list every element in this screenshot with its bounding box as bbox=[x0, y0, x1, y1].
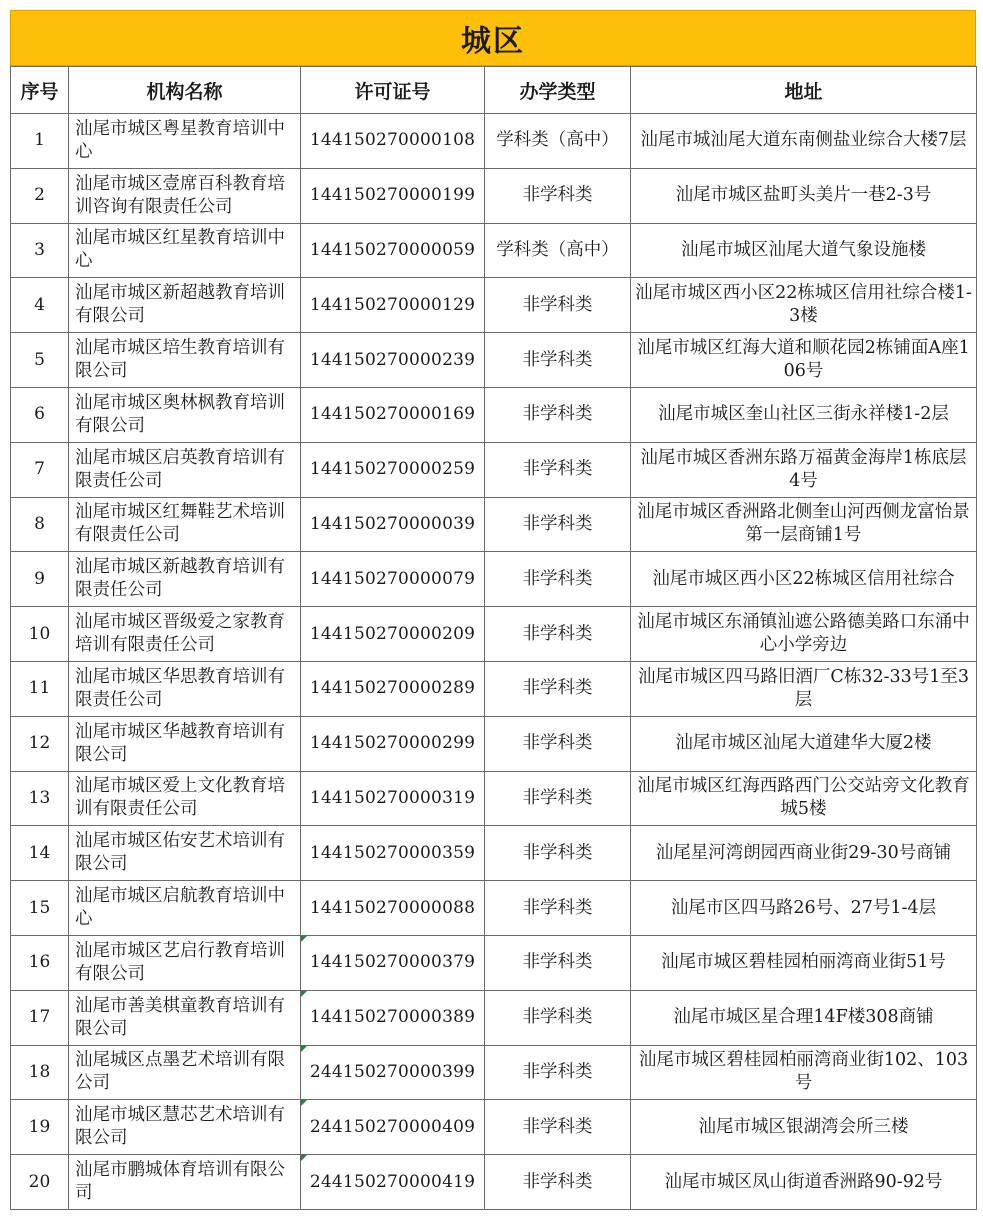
cell-license[interactable]: 144150270000289 bbox=[301, 661, 485, 716]
cell-index[interactable]: 2 bbox=[11, 168, 69, 223]
cell-name[interactable]: 汕尾市城区佑安艺术培训有限公司 bbox=[69, 826, 301, 881]
cell-name[interactable]: 汕尾市城区艺启行教育培训有限公司 bbox=[69, 935, 301, 990]
cell-name[interactable]: 汕尾市城区慧芯艺术培训有限公司 bbox=[69, 1100, 301, 1155]
cell-address[interactable]: 汕尾市城区凤山街道香洲路90-92号 bbox=[631, 1155, 977, 1210]
cell-type[interactable]: 非学科类 bbox=[485, 552, 631, 607]
table-row bbox=[11, 333, 977, 388]
table-row bbox=[11, 168, 977, 223]
table-row bbox=[11, 935, 977, 990]
cell-name[interactable]: 汕尾市城区红星教育培训中心 bbox=[69, 223, 301, 278]
cell-type[interactable]: 非学科类 bbox=[485, 716, 631, 771]
cell-name[interactable]: 汕尾市城区晋级爱之家教育培训有限责任公司 bbox=[69, 607, 301, 662]
header-license[interactable]: 许可证号 bbox=[301, 67, 485, 114]
cell-license[interactable] bbox=[301, 990, 485, 1045]
table-header-row bbox=[11, 67, 977, 114]
cell-address[interactable]: 汕尾市区四马路26号、27号1-4层 bbox=[631, 881, 977, 936]
cell-license[interactable]: 144150270000239 bbox=[301, 333, 485, 388]
cell-address[interactable]: 汕尾市城区碧桂园柏丽湾商业街51号 bbox=[631, 935, 977, 990]
cell-license[interactable]: 144150270000059 bbox=[301, 223, 485, 278]
cell-address[interactable]: 汕尾市城区银湖湾会所三楼 bbox=[631, 1100, 977, 1155]
cell-type[interactable]: 学科类（高中） bbox=[485, 114, 631, 169]
cell-address[interactable]: 汕尾市城区盐町头美片一巷2-3号 bbox=[631, 168, 977, 223]
table-body bbox=[11, 114, 977, 1210]
cell-name[interactable]: 汕尾市城区奥林枫教育培训有限公司 bbox=[69, 387, 301, 442]
cell-index[interactable]: 7 bbox=[11, 442, 69, 497]
cell-index[interactable]: 4 bbox=[11, 278, 69, 333]
table-row bbox=[11, 1155, 977, 1210]
cell-name[interactable]: 汕尾市城区红舞鞋艺术培训有限责任公司 bbox=[69, 497, 301, 552]
cell-name[interactable]: 汕尾市城区培生教育培训有限公司 bbox=[69, 333, 301, 388]
cell-license[interactable]: 144150270000209 bbox=[301, 607, 485, 662]
table-row bbox=[11, 826, 977, 881]
comment-marker-icon bbox=[301, 1046, 307, 1052]
header-address[interactable]: 地址 bbox=[631, 67, 977, 114]
cell-type[interactable]: 非学科类 bbox=[485, 497, 631, 552]
cell-address[interactable]: 汕尾市城区汕尾大道气象设施楼 bbox=[631, 223, 977, 278]
cell-license[interactable]: 144150270000129 bbox=[301, 278, 485, 333]
cell-index[interactable]: 15 bbox=[11, 881, 69, 936]
cell-index[interactable]: 12 bbox=[11, 716, 69, 771]
table-row bbox=[11, 881, 977, 936]
cell-license[interactable] bbox=[301, 935, 485, 990]
cell-license-text: 244150270000409 bbox=[309, 1116, 476, 1137]
cell-index[interactable]: 13 bbox=[11, 771, 69, 826]
cell-name[interactable]: 汕尾市城区华思教育培训有限责任公司 bbox=[69, 661, 301, 716]
cell-name[interactable]: 汕尾市城区新超越教育培训有限公司 bbox=[69, 278, 301, 333]
cell-address[interactable]: 汕尾市城区星合理14F楼308商铺 bbox=[631, 990, 977, 1045]
cell-index[interactable]: 8 bbox=[11, 497, 69, 552]
table-row bbox=[11, 442, 977, 497]
table-row bbox=[11, 716, 977, 771]
cell-type[interactable]: 非学科类 bbox=[485, 278, 631, 333]
cell-license[interactable]: 144150270000079 bbox=[301, 552, 485, 607]
table-row bbox=[11, 990, 977, 1045]
table-row bbox=[11, 114, 977, 169]
table-row bbox=[11, 387, 977, 442]
cell-address[interactable]: 汕尾市城区四马路旧酒厂C栋32-33号1至3层 bbox=[631, 661, 977, 716]
cell-name[interactable]: 汕尾市城区粤星教育培训中心 bbox=[69, 114, 301, 169]
cell-type[interactable]: 学科类（高中） bbox=[485, 223, 631, 278]
cell-name[interactable]: 汕尾市善美棋童教育培训有限公司 bbox=[69, 990, 301, 1045]
cell-name[interactable]: 汕尾市城区壹席百科教育培训咨询有限责任公司 bbox=[69, 168, 301, 223]
table-row bbox=[11, 278, 977, 333]
comment-marker-icon bbox=[301, 991, 307, 997]
cell-type[interactable]: 非学科类 bbox=[485, 935, 631, 990]
cell-index[interactable]: 10 bbox=[11, 607, 69, 662]
comment-marker-icon bbox=[301, 1100, 307, 1106]
cell-address[interactable]: 汕尾市城区东涌镇汕遮公路德美路口东涌中心小学旁边 bbox=[631, 607, 977, 662]
cell-index[interactable]: 19 bbox=[11, 1100, 69, 1155]
cell-license-text: 144150270000389 bbox=[309, 1007, 476, 1028]
cell-license-text: 144150270000379 bbox=[309, 952, 476, 973]
cell-index[interactable]: 11 bbox=[11, 661, 69, 716]
cell-address[interactable]: 汕尾市城区红海西路西门公交站旁文化教育城5楼 bbox=[631, 771, 977, 826]
cell-address[interactable]: 汕尾星河湾朗园西商业街29-30号商铺 bbox=[631, 826, 977, 881]
cell-license[interactable] bbox=[301, 1100, 485, 1155]
cell-type[interactable]: 非学科类 bbox=[485, 333, 631, 388]
cell-index[interactable]: 6 bbox=[11, 387, 69, 442]
cell-license[interactable]: 144150270000259 bbox=[301, 442, 485, 497]
cell-license[interactable]: 144150270000299 bbox=[301, 716, 485, 771]
header-name[interactable]: 机构名称 bbox=[69, 67, 301, 114]
comment-marker-icon bbox=[301, 936, 307, 942]
cell-index[interactable]: 17 bbox=[11, 990, 69, 1045]
table-row bbox=[11, 661, 977, 716]
cell-address[interactable]: 汕尾市城区西小区22栋城区信用社综合楼1-3楼 bbox=[631, 278, 977, 333]
cell-license[interactable]: 144150270000319 bbox=[301, 771, 485, 826]
cell-type[interactable]: 非学科类 bbox=[485, 661, 631, 716]
cell-type[interactable]: 非学科类 bbox=[485, 442, 631, 497]
cell-index[interactable]: 9 bbox=[11, 552, 69, 607]
table-row bbox=[11, 1045, 977, 1100]
cell-license-text: 244150270000399 bbox=[309, 1061, 476, 1082]
cell-index[interactable]: 18 bbox=[11, 1045, 69, 1100]
cell-index[interactable]: 16 bbox=[11, 935, 69, 990]
comment-marker-icon bbox=[301, 1155, 307, 1161]
cell-name[interactable]: 汕尾市城区启英教育培训有限责任公司 bbox=[69, 442, 301, 497]
institution-table bbox=[10, 66, 977, 1210]
cell-type[interactable]: 非学科类 bbox=[485, 826, 631, 881]
cell-index[interactable]: 1 bbox=[11, 114, 69, 169]
table-row bbox=[11, 223, 977, 278]
cell-license[interactable] bbox=[301, 1155, 485, 1210]
cell-name[interactable]: 汕尾市城区爱上文化教育培训有限责任公司 bbox=[69, 771, 301, 826]
cell-address[interactable]: 汕尾市城区西小区22栋城区信用社综合 bbox=[631, 552, 977, 607]
cell-address[interactable]: 汕尾市城区碧桂园柏丽湾商业街102、103号 bbox=[631, 1045, 977, 1100]
cell-name[interactable]: 汕尾市城区新越教育培训有限责任公司 bbox=[69, 552, 301, 607]
cell-license[interactable]: 144150270000169 bbox=[301, 387, 485, 442]
cell-address[interactable]: 汕尾市城区汕尾大道建华大厦2楼 bbox=[631, 716, 977, 771]
cell-type[interactable]: 非学科类 bbox=[485, 168, 631, 223]
cell-index[interactable]: 14 bbox=[11, 826, 69, 881]
cell-license[interactable]: 144150270000359 bbox=[301, 826, 485, 881]
spreadsheet bbox=[10, 10, 976, 1210]
cell-address[interactable]: 汕尾市城区红海大道和顺花园2栋铺面A座106号 bbox=[631, 333, 977, 388]
cell-type[interactable]: 非学科类 bbox=[485, 1045, 631, 1100]
cell-address[interactable]: 汕尾市城区香洲路北侧奎山河西侧龙富怡景第一层商铺1号 bbox=[631, 497, 977, 552]
cell-index[interactable]: 5 bbox=[11, 333, 69, 388]
cell-type[interactable]: 非学科类 bbox=[485, 990, 631, 1045]
cell-name[interactable]: 汕尾城区点墨艺术培训有限公司 bbox=[69, 1045, 301, 1100]
cell-name[interactable]: 汕尾市鹏城体育培训有限公司 bbox=[69, 1155, 301, 1210]
cell-license[interactable]: 144150270000108 bbox=[301, 114, 485, 169]
cell-name[interactable]: 汕尾市城区华越教育培训有限公司 bbox=[69, 716, 301, 771]
table-row bbox=[11, 771, 977, 826]
cell-address[interactable]: 汕尾市城区奎山社区三街永祥楼1-2层 bbox=[631, 387, 977, 442]
cell-license[interactable] bbox=[301, 1045, 485, 1100]
cell-license[interactable]: 144150270000199 bbox=[301, 168, 485, 223]
cell-index[interactable]: 3 bbox=[11, 223, 69, 278]
header-type[interactable]: 办学类型 bbox=[485, 67, 631, 114]
table-row bbox=[11, 497, 977, 552]
cell-type[interactable]: 非学科类 bbox=[485, 881, 631, 936]
cell-license-text: 244150270000419 bbox=[309, 1171, 476, 1192]
cell-type[interactable]: 非学科类 bbox=[485, 1100, 631, 1155]
table-row bbox=[11, 1100, 977, 1155]
cell-type[interactable]: 非学科类 bbox=[485, 607, 631, 662]
table-row bbox=[11, 552, 977, 607]
cell-license[interactable]: 144150270000039 bbox=[301, 497, 485, 552]
cell-type[interactable]: 非学科类 bbox=[485, 1155, 631, 1210]
sheet-title: 城区 bbox=[10, 10, 976, 66]
cell-type[interactable]: 非学科类 bbox=[485, 387, 631, 442]
cell-address[interactable]: 汕尾市城汕尾大道东南侧盐业综合大楼7层 bbox=[631, 114, 977, 169]
cell-address[interactable]: 汕尾市城区香洲东路万福黄金海岸1栋底层4号 bbox=[631, 442, 977, 497]
cell-type[interactable]: 非学科类 bbox=[485, 771, 631, 826]
cell-index[interactable]: 20 bbox=[11, 1155, 69, 1210]
cell-license[interactable]: 144150270000088 bbox=[301, 881, 485, 936]
header-index[interactable]: 序号 bbox=[11, 67, 69, 114]
cell-name[interactable]: 汕尾市城区启航教育培训中心 bbox=[69, 881, 301, 936]
table-row bbox=[11, 607, 977, 662]
